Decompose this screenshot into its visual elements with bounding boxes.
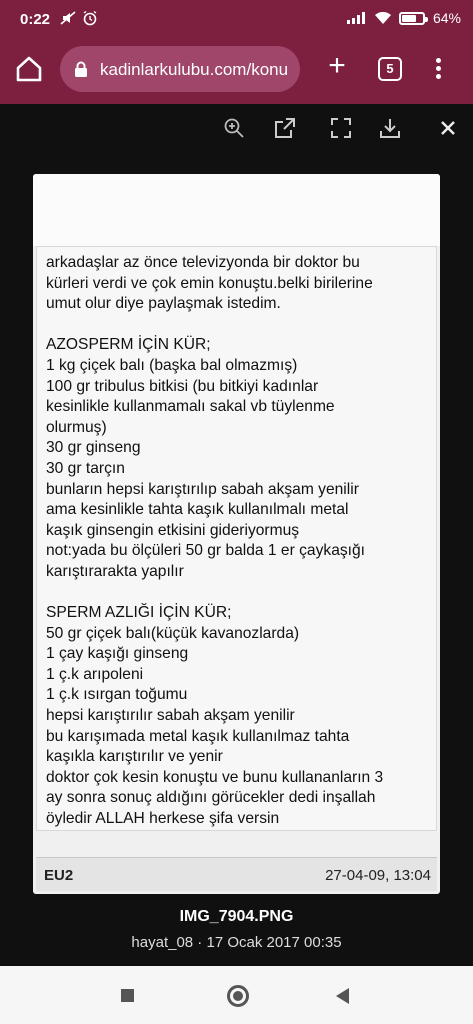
alarm-icon: [82, 10, 98, 26]
new-tab-button[interactable]: [322, 49, 352, 82]
recents-icon[interactable]: [121, 989, 134, 1002]
post-text: arkadaşlar az önce televizyonda bir doktor bu kürleri verdi ve çok emin konuştu.belki birilerine umut olur diye paylaşmak istedim. AZOSPERM İÇİN KÜR; 1 kg çiçek balı (başka bal olmazmış) 100 gr tribulus bitkisi (bu bitkiyi kadınlar kesinlikle kullanmamalı sakal vb tüylenme olurmuş) 30 gr ginseng 30 gr tarçın bunların hepsi karıştırılıp sabah akşam yenilir ama kesinlikle tahta kaşık kullanılmalı metal kaşık ginsengin etkisini gideriyormuş not:yada bu ölçüleri 50 gr balda 1 er çaykaşığı karıştırarakta yapılır SPERM AZLIĞI İÇİN KÜR; 50 gr çiçek balı(küçük kavanozlarda) 1 çay kaşığı ginseng 1 ç.k arıpoleni 1 ç.k ısırgan toğumu hepsi karıştırılır sabah akşam yenilir bu karışımada metal kaşık kullanılmaz tahta kaşıkla karıştırılır ve yenir doktor çok kesin konuştu ve bunu kullananların 3 ay sonra sonuç aldığını görücekler dedi inşallah öyledir ALLAH herkese şifa versin: [46, 254, 384, 828]
post-username: EU2: [44, 867, 74, 884]
back-icon[interactable]: [336, 988, 349, 1004]
zoom-in-icon[interactable]: [222, 116, 246, 140]
image-filename: IMG_7904.PNG: [179, 908, 294, 925]
address-bar[interactable]: [60, 46, 300, 92]
menu-icon[interactable]: [428, 54, 448, 84]
home-circle-icon[interactable]: [227, 985, 249, 1007]
post-footer: [36, 857, 437, 891]
status-bar: [0, 0, 473, 40]
battery-percent: 64%: [432, 10, 461, 26]
tabs-icon[interactable]: 5: [378, 57, 402, 81]
image-viewer: [0, 104, 473, 966]
image-subtitle: hayat_08 · 17 Ocak 2017 00:35: [131, 934, 342, 951]
browser-toolbar: [0, 44, 473, 94]
viewer-toolbar: [0, 104, 473, 154]
fullscreen-icon[interactable]: [329, 116, 353, 140]
close-icon[interactable]: [436, 116, 460, 140]
browser-chrome: [0, 0, 473, 104]
url-text: kadinlarkulubu.com/konu: [100, 60, 289, 79]
open-external-icon[interactable]: [273, 116, 297, 140]
post-date: 27-04-09, 13:04: [325, 867, 431, 884]
post-body: [36, 246, 437, 831]
wifi-icon: [375, 12, 391, 24]
download-icon[interactable]: [378, 116, 402, 140]
battery-icon: [399, 12, 425, 25]
home-icon[interactable]: [14, 54, 44, 84]
lock-icon: [74, 61, 88, 77]
status-time: 0:22: [20, 11, 51, 28]
system-nav-bar: [0, 966, 473, 1024]
plus-icon: +: [328, 49, 346, 82]
post-image[interactable]: [33, 174, 440, 894]
signal-icon: [347, 12, 367, 24]
mute-icon: [60, 10, 76, 26]
